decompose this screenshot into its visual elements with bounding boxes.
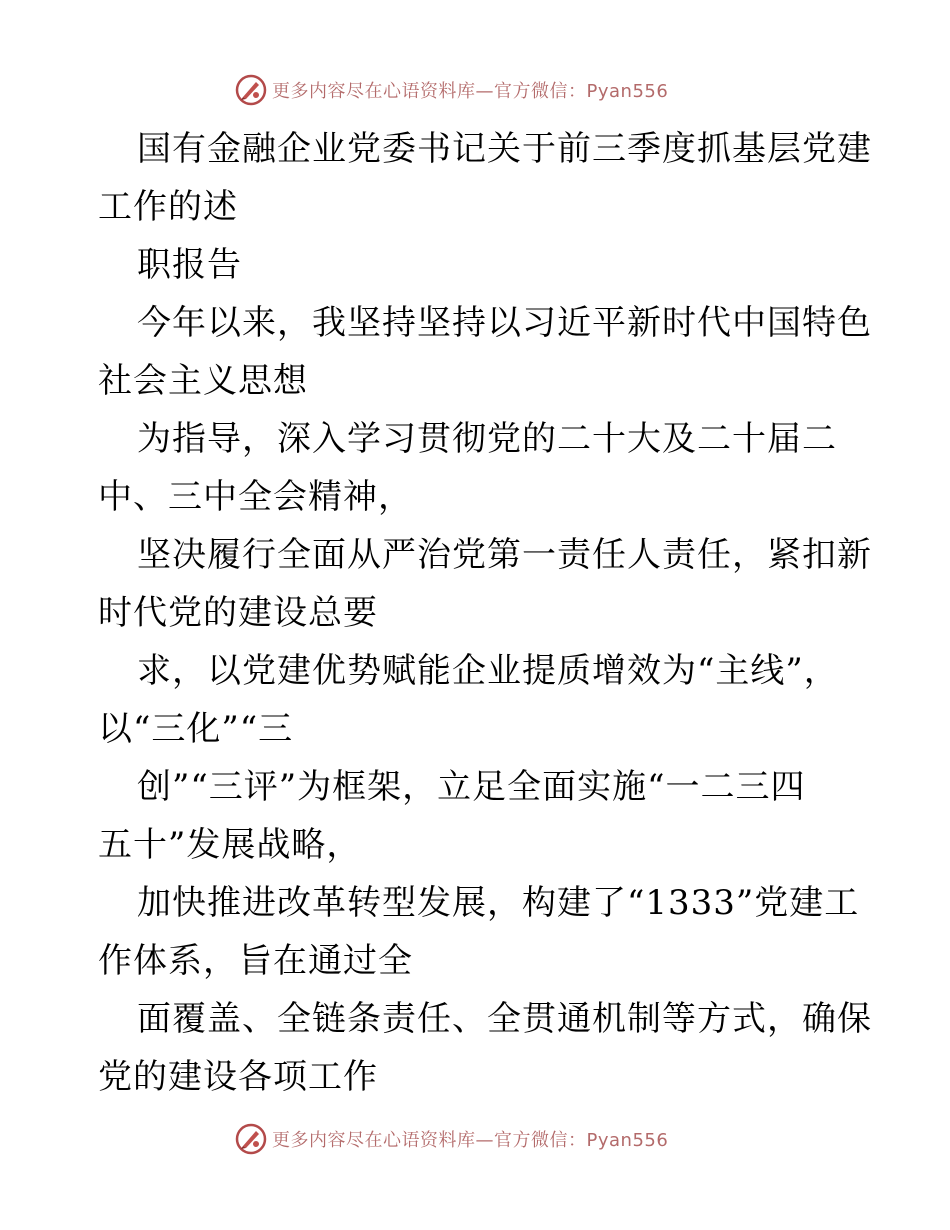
text-line: 职报告 bbox=[137, 245, 242, 285]
text-line: 以“三化”“三 bbox=[98, 709, 294, 749]
text-line: 工作的述 bbox=[98, 187, 238, 227]
footer-watermark bbox=[234, 1122, 668, 1156]
text-line: 坚决履行全面从严治党第一责任人责任，紧扣新 bbox=[137, 535, 872, 575]
text-line: 求，以党建优势赋能企业提质增效为“主线”， bbox=[137, 651, 839, 691]
text-line: 时代党的建设总要 bbox=[98, 593, 378, 633]
text-line: 加快推进改革转型发展，构建了“1333”党建工 bbox=[137, 883, 860, 923]
text-line: 为指导，深入学习贯彻党的二十大及二十届二 bbox=[137, 419, 837, 459]
text-line: 五十”发展战略， bbox=[98, 825, 362, 865]
text-line: 国有金融企业党委书记关于前三季度抓基层党建 bbox=[137, 129, 872, 169]
text-line: 中、三中全会精神， bbox=[98, 477, 413, 517]
text-line: 今年以来，我坚持坚持以习近平新时代中国特色 bbox=[137, 303, 872, 343]
header-watermark bbox=[234, 73, 668, 107]
quill-logo-icon bbox=[234, 1122, 268, 1156]
text-line: 面覆盖、全链条责任、全贯通机制等方式，确保 bbox=[137, 999, 872, 1039]
text-line: 创”“三评”为框架，立足全面实施“一二三四 bbox=[137, 767, 806, 807]
text-line: 社会主义思想 bbox=[98, 361, 308, 401]
quill-logo-icon bbox=[234, 73, 268, 107]
text-line: 党的建设各项工作 bbox=[98, 1057, 378, 1097]
watermark-text: 更多内容尽在心语资料库—官方微信：Pyan556 bbox=[272, 81, 669, 102]
text-line: 作体系，旨在通过全 bbox=[98, 941, 413, 981]
watermark-text: 更多内容尽在心语资料库—官方微信：Pyan556 bbox=[272, 1130, 669, 1151]
